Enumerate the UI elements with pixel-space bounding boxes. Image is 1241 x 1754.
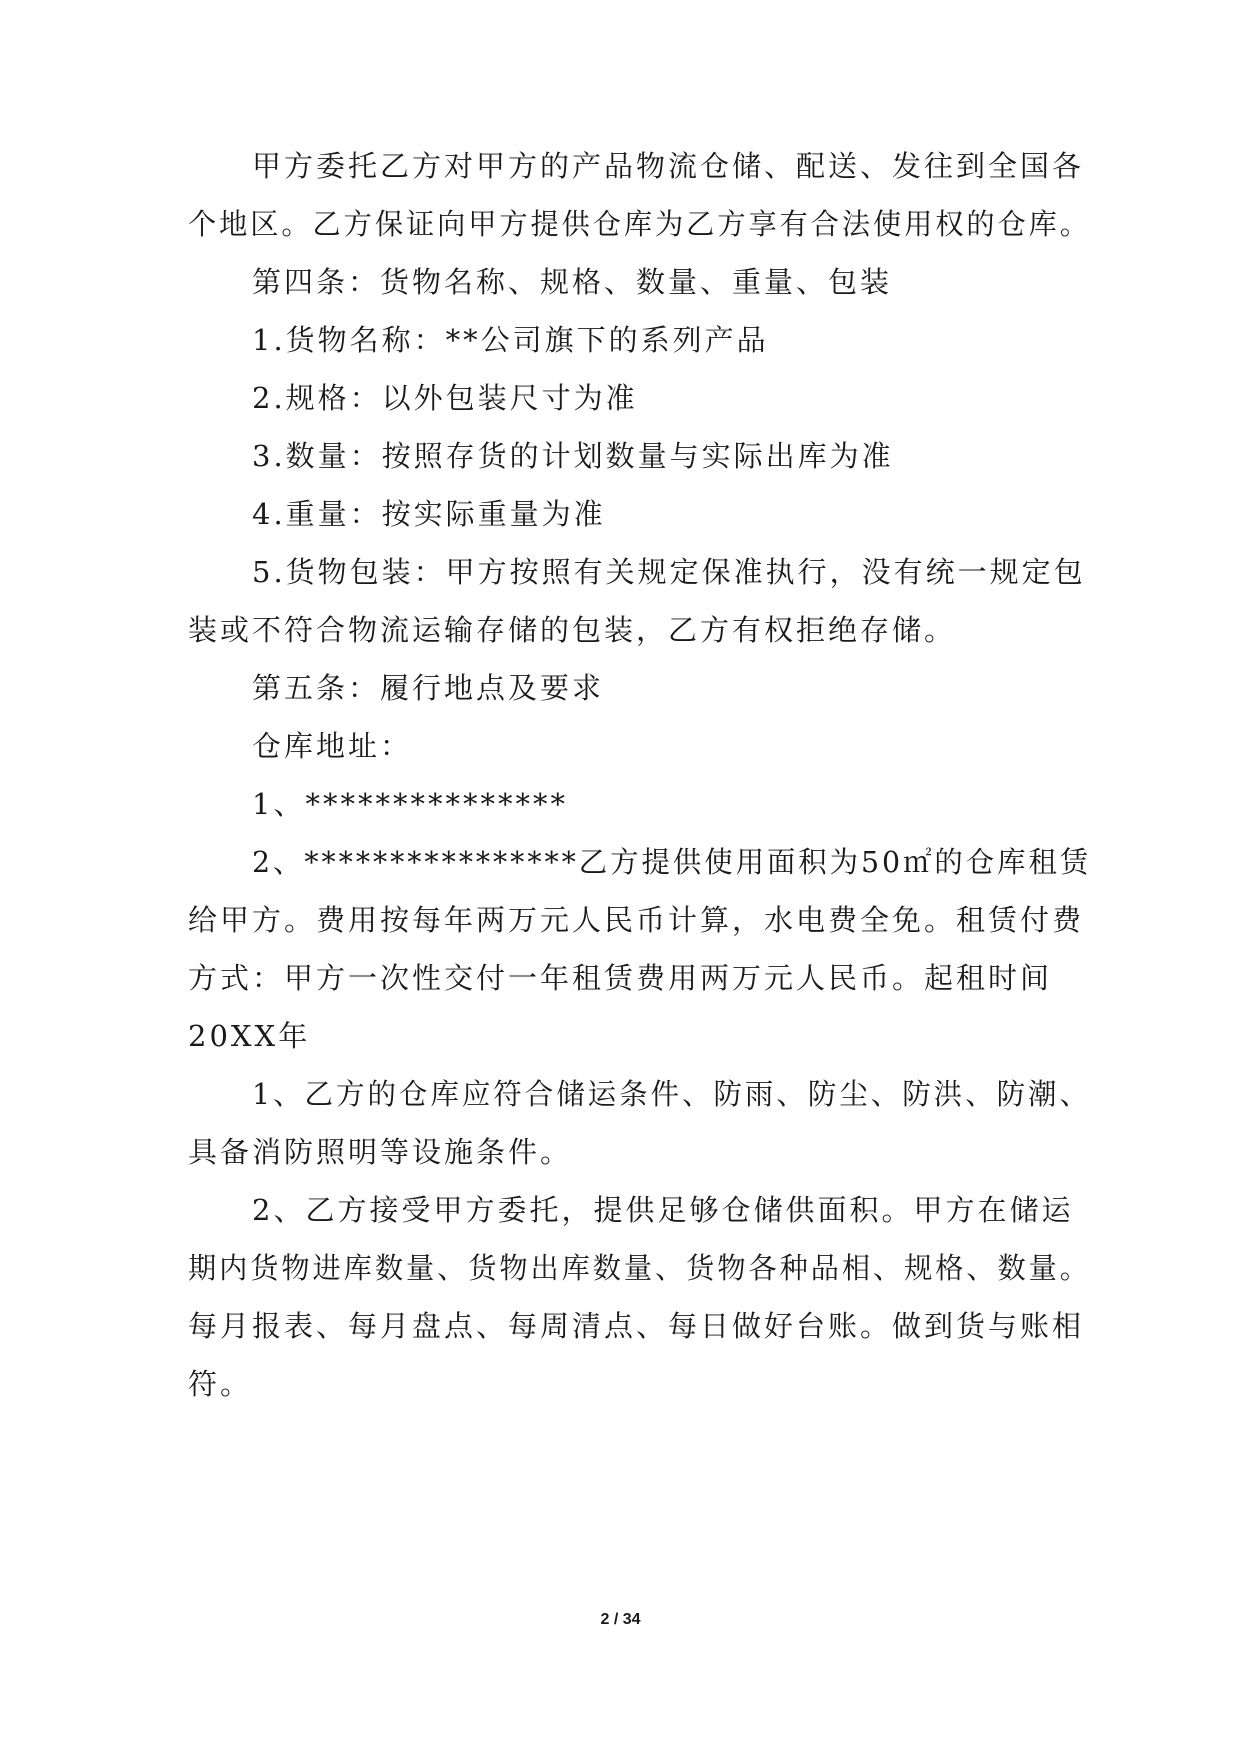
paragraph-line: 符。 <box>188 1367 253 1401</box>
page-number: 2 / 34 <box>600 1611 641 1628</box>
list-item: 2、****************乙方提供使用面积为50㎡的仓库租赁 <box>252 845 1092 879</box>
list-item: 2.规格：以外包装尺寸为准 <box>252 381 638 415</box>
paragraph-line: 个地区。乙方保证向甲方提供仓库为乙方享有合法使用权的仓库。 <box>188 207 1091 241</box>
list-item: 3.数量：按照存货的计划数量与实际出库为准 <box>252 439 894 473</box>
list-item: 4.重量：按实际重量为准 <box>252 497 606 531</box>
section-heading: 第四条：货物名称、规格、数量、重量、包装 <box>252 265 893 299</box>
paragraph-line: 甲方委托乙方对甲方的产品物流仓储、配送、发往到全国各 <box>252 149 1085 183</box>
list-item: 5.货物包装：甲方按照有关规定保准执行，没有统一规定包 <box>252 555 1086 589</box>
list-item: 1.货物名称：**公司旗下的系列产品 <box>252 323 769 357</box>
paragraph-line: 20XX年 <box>188 1019 311 1053</box>
paragraph-line: 方式：甲方一次性交付一年租赁费用两万元人民币。起租时间 <box>188 961 1053 995</box>
paragraph-line: 每月报表、每月盘点、每周清点、每日做好台账。做到货与账相 <box>188 1309 1085 1343</box>
paragraph-line: 给甲方。费用按每年两万元人民币计算，水电费全免。租赁付费 <box>188 903 1085 937</box>
paragraph-line: 具备消防照明等设施条件。 <box>188 1135 573 1169</box>
paragraph-line: 仓库地址： <box>252 729 413 763</box>
paragraph-line: 装或不符合物流运输存储的包装，乙方有权拒绝存储。 <box>188 613 957 647</box>
list-item: 2、乙方接受甲方委托，提供足够仓储供面积。甲方在储运 <box>252 1193 1074 1227</box>
list-item: 1、乙方的仓库应符合储运条件、防雨、防尘、防洪、防潮、 <box>252 1077 1091 1111</box>
list-item: 1、*************** <box>252 787 568 821</box>
section-heading: 第五条：履行地点及要求 <box>252 671 605 705</box>
paragraph-line: 期内货物进库数量、货物出库数量、货物各种品相、规格、数量。 <box>188 1251 1091 1285</box>
